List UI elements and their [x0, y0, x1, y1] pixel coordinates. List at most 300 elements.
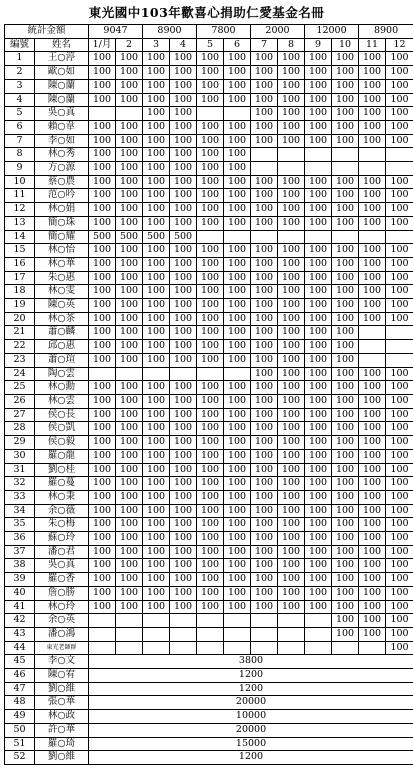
monthly-amount: 100: [116, 408, 143, 422]
monthly-amount: 100: [170, 353, 197, 367]
monthly-amount: [89, 641, 116, 655]
monthly-amount: 100: [170, 340, 197, 354]
monthly-amount: 100: [143, 518, 170, 532]
monthly-amount: 100: [278, 79, 305, 93]
donor-name: 羅○龍: [35, 449, 89, 463]
totals-value: 8900: [359, 25, 413, 39]
table-row: [5, 120, 413, 134]
table-row: [5, 353, 413, 367]
monthly-amount: 100: [251, 436, 278, 450]
monthly-amount: 100: [332, 175, 359, 189]
monthly-amount: 100: [359, 600, 386, 614]
row-number: 34: [5, 504, 35, 518]
monthly-amount: 100: [197, 312, 224, 326]
monthly-amount: 100: [116, 175, 143, 189]
monthly-amount: 100: [89, 408, 116, 422]
monthly-amount: 100: [332, 134, 359, 148]
monthly-amount: 100: [143, 532, 170, 546]
monthly-amount: 100: [386, 504, 413, 518]
row-number: 41: [5, 600, 35, 614]
monthly-amount: 100: [197, 532, 224, 546]
monthly-amount: 100: [278, 367, 305, 381]
donor-name: 林○勳: [35, 381, 89, 395]
monthly-amount: 100: [251, 381, 278, 395]
monthly-amount: 100: [89, 436, 116, 450]
donor-name: 邱○惠: [35, 340, 89, 354]
table-row: [5, 230, 413, 244]
monthly-amount: 100: [332, 367, 359, 381]
monthly-amount: 100: [251, 600, 278, 614]
monthly-amount: 100: [386, 257, 413, 271]
table-row: [5, 463, 413, 477]
monthly-amount: 100: [386, 134, 413, 148]
table-row: [5, 518, 413, 532]
monthly-amount: 100: [278, 257, 305, 271]
table-row: [5, 614, 413, 628]
donor-name: 范○吟: [35, 189, 89, 203]
monthly-amount: 100: [197, 490, 224, 504]
monthly-amount: 100: [332, 573, 359, 587]
column-header-month: 11: [359, 38, 386, 52]
monthly-amount: [332, 641, 359, 655]
column-header-name: 姓名: [35, 38, 89, 52]
monthly-amount: 100: [359, 175, 386, 189]
monthly-amount: 100: [143, 353, 170, 367]
monthly-amount: 100: [170, 490, 197, 504]
table-row: [5, 682, 413, 696]
monthly-amount: 100: [89, 504, 116, 518]
monthly-amount: 100: [359, 436, 386, 450]
monthly-amount: 100: [143, 299, 170, 313]
donor-name: 羅○蔓: [35, 477, 89, 491]
monthly-amount: 100: [224, 422, 251, 436]
monthly-amount: 100: [359, 477, 386, 491]
monthly-amount: 100: [359, 490, 386, 504]
monthly-amount: [386, 162, 413, 176]
row-number: 17: [5, 271, 35, 285]
monthly-amount: 100: [89, 518, 116, 532]
row-number: 8: [5, 148, 35, 162]
monthly-amount: 100: [359, 134, 386, 148]
monthly-amount: 100: [143, 504, 170, 518]
monthly-amount: 100: [197, 518, 224, 532]
monthly-amount: 100: [359, 216, 386, 230]
monthly-amount: 100: [278, 477, 305, 491]
monthly-amount: 100: [89, 477, 116, 491]
monthly-amount: 100: [197, 271, 224, 285]
monthly-amount: 100: [305, 559, 332, 573]
donor-name: 陳○宥: [35, 669, 89, 683]
row-number: 26: [5, 394, 35, 408]
monthly-amount: 100: [278, 203, 305, 217]
monthly-amount: 100: [278, 422, 305, 436]
monthly-amount: 100: [143, 271, 170, 285]
monthly-amount: 100: [251, 545, 278, 559]
table-row: [5, 175, 413, 189]
monthly-amount: 100: [89, 532, 116, 546]
table-row: [5, 710, 413, 724]
monthly-amount: 100: [386, 559, 413, 573]
monthly-amount: 100: [89, 244, 116, 258]
monthly-amount: 100: [89, 189, 116, 203]
monthly-amount: 100: [359, 285, 386, 299]
monthly-amount: 100: [386, 614, 413, 628]
monthly-amount: [116, 627, 143, 641]
monthly-amount: 100: [251, 504, 278, 518]
monthly-amount: [116, 614, 143, 628]
table-row: [5, 723, 413, 737]
monthly-amount: 100: [224, 463, 251, 477]
monthly-amount: [89, 614, 116, 628]
monthly-amount: 100: [359, 244, 386, 258]
monthly-amount: 100: [305, 107, 332, 121]
monthly-amount: 100: [143, 79, 170, 93]
monthly-amount: 100: [278, 285, 305, 299]
monthly-amount: 100: [170, 436, 197, 450]
monthly-amount: 100: [170, 79, 197, 93]
monthly-amount: 100: [224, 271, 251, 285]
monthly-amount: 100: [305, 134, 332, 148]
donor-name: 余○薇: [35, 504, 89, 518]
monthly-amount: 100: [116, 490, 143, 504]
row-number: 4: [5, 93, 35, 107]
monthly-amount: 100: [170, 216, 197, 230]
monthly-amount: 100: [251, 107, 278, 121]
monthly-amount: 100: [386, 545, 413, 559]
monthly-amount: [386, 230, 413, 244]
donor-name: 李○如: [35, 134, 89, 148]
monthly-amount: 100: [305, 52, 332, 66]
monthly-amount: 100: [359, 449, 386, 463]
monthly-amount: 100: [305, 244, 332, 258]
monthly-amount: [278, 148, 305, 162]
monthly-amount: 100: [170, 134, 197, 148]
monthly-amount: 100: [305, 422, 332, 436]
monthly-amount: 100: [251, 66, 278, 80]
monthly-amount: 100: [359, 203, 386, 217]
monthly-amount: 100: [305, 600, 332, 614]
row-number: 6: [5, 120, 35, 134]
monthly-amount: 100: [170, 504, 197, 518]
table-row: [5, 66, 413, 80]
monthly-amount: 100: [305, 299, 332, 313]
donor-name: 賴○韋: [35, 120, 89, 134]
monthly-amount: 100: [89, 559, 116, 573]
table-row: [5, 545, 413, 559]
monthly-amount: [251, 641, 278, 655]
monthly-amount: 100: [251, 134, 278, 148]
header-row: [5, 38, 413, 52]
monthly-amount: 100: [197, 353, 224, 367]
monthly-amount: 100: [305, 532, 332, 546]
table-row: [5, 627, 413, 641]
monthly-amount: 100: [116, 600, 143, 614]
table-row: [5, 203, 413, 217]
monthly-amount: [224, 230, 251, 244]
monthly-amount: 100: [116, 244, 143, 258]
monthly-amount: 100: [143, 559, 170, 573]
totals-value: 12000: [305, 25, 359, 39]
monthly-amount: 100: [332, 107, 359, 121]
monthly-amount: 100: [278, 66, 305, 80]
monthly-amount: 100: [224, 477, 251, 491]
monthly-amount: 100: [332, 408, 359, 422]
monthly-amount: 100: [197, 257, 224, 271]
monthly-amount: 100: [89, 463, 116, 477]
monthly-amount: 100: [278, 120, 305, 134]
monthly-amount: 100: [359, 408, 386, 422]
monthly-amount: 100: [386, 52, 413, 66]
donor-name: 潘○鴻: [35, 627, 89, 641]
lump-sum-amount: 1200: [89, 669, 413, 683]
monthly-amount: [224, 641, 251, 655]
monthly-amount: 100: [116, 271, 143, 285]
monthly-amount: 100: [89, 545, 116, 559]
monthly-amount: 100: [251, 340, 278, 354]
monthly-amount: 100: [305, 504, 332, 518]
monthly-amount: 100: [143, 477, 170, 491]
monthly-amount: 100: [305, 312, 332, 326]
monthly-amount: 100: [116, 559, 143, 573]
monthly-amount: 100: [143, 66, 170, 80]
monthly-amount: 100: [386, 449, 413, 463]
monthly-amount: 100: [278, 353, 305, 367]
monthly-amount: 100: [116, 449, 143, 463]
monthly-amount: 100: [332, 353, 359, 367]
monthly-amount: [251, 627, 278, 641]
donor-name: 陳○蘭: [35, 79, 89, 93]
monthly-amount: 100: [251, 216, 278, 230]
monthly-amount: 100: [386, 477, 413, 491]
monthly-amount: 100: [170, 257, 197, 271]
monthly-amount: 100: [89, 600, 116, 614]
monthly-amount: 100: [359, 93, 386, 107]
monthly-amount: [278, 627, 305, 641]
monthly-amount: 100: [332, 216, 359, 230]
monthly-amount: 100: [386, 244, 413, 258]
monthly-amount: 100: [143, 586, 170, 600]
monthly-amount: 100: [332, 477, 359, 491]
monthly-amount: 100: [305, 463, 332, 477]
monthly-amount: 100: [332, 614, 359, 628]
monthly-amount: [143, 641, 170, 655]
monthly-amount: 100: [332, 545, 359, 559]
row-number: 37: [5, 545, 35, 559]
donor-name: 余○英: [35, 614, 89, 628]
monthly-amount: 100: [170, 463, 197, 477]
monthly-amount: 100: [224, 504, 251, 518]
monthly-amount: 100: [116, 353, 143, 367]
monthly-amount: 100: [224, 299, 251, 313]
monthly-amount: 100: [305, 189, 332, 203]
monthly-amount: 100: [251, 79, 278, 93]
monthly-amount: 100: [251, 257, 278, 271]
monthly-amount: 100: [224, 312, 251, 326]
monthly-amount: 100: [224, 490, 251, 504]
row-number: 14: [5, 230, 35, 244]
table-row: [5, 477, 413, 491]
monthly-amount: 100: [359, 559, 386, 573]
row-number: 33: [5, 490, 35, 504]
table-row: [5, 600, 413, 614]
monthly-amount: 100: [116, 189, 143, 203]
donor-name: 侯○凱: [35, 422, 89, 436]
row-number: 24: [5, 367, 35, 381]
monthly-amount: 100: [332, 394, 359, 408]
monthly-amount: 100: [251, 271, 278, 285]
table-row: [5, 299, 413, 313]
monthly-amount: 100: [89, 216, 116, 230]
monthly-amount: 100: [224, 175, 251, 189]
monthly-amount: 100: [116, 203, 143, 217]
monthly-amount: 100: [170, 52, 197, 66]
monthly-amount: 100: [197, 285, 224, 299]
monthly-amount: 100: [278, 490, 305, 504]
lump-sum-amount: 15000: [89, 737, 413, 751]
monthly-amount: 100: [116, 340, 143, 354]
monthly-amount: 100: [170, 518, 197, 532]
monthly-amount: 100: [332, 326, 359, 340]
column-header-month: 8: [278, 38, 305, 52]
monthly-amount: 100: [359, 518, 386, 532]
monthly-amount: 100: [143, 490, 170, 504]
table-row: [5, 312, 413, 326]
table-row: [5, 244, 413, 258]
monthly-amount: [197, 230, 224, 244]
lump-sum-amount: 1200: [89, 751, 413, 765]
row-number: 49: [5, 710, 35, 724]
monthly-amount: 100: [170, 93, 197, 107]
monthly-amount: 100: [305, 477, 332, 491]
monthly-amount: 100: [224, 189, 251, 203]
monthly-amount: 100: [386, 66, 413, 80]
monthly-amount: 100: [386, 189, 413, 203]
monthly-amount: 100: [305, 573, 332, 587]
monthly-amount: 100: [332, 203, 359, 217]
monthly-amount: 100: [386, 79, 413, 93]
monthly-amount: 100: [278, 600, 305, 614]
table-row: [5, 696, 413, 710]
monthly-amount: 100: [332, 244, 359, 258]
monthly-amount: 100: [143, 422, 170, 436]
donor-name: 陳○蘭: [35, 93, 89, 107]
monthly-amount: 100: [386, 107, 413, 121]
monthly-amount: 100: [386, 641, 413, 655]
monthly-amount: 100: [359, 52, 386, 66]
table-row: [5, 408, 413, 422]
monthly-amount: 100: [251, 449, 278, 463]
donor-name: 王○渟: [35, 52, 89, 66]
monthly-amount: 100: [116, 381, 143, 395]
monthly-amount: [224, 367, 251, 381]
monthly-amount: 100: [278, 312, 305, 326]
monthly-amount: 100: [359, 545, 386, 559]
monthly-amount: [197, 627, 224, 641]
row-number: 23: [5, 353, 35, 367]
monthly-amount: 100: [359, 381, 386, 395]
monthly-amount: [170, 614, 197, 628]
monthly-amount: 100: [278, 134, 305, 148]
monthly-amount: 100: [224, 545, 251, 559]
monthly-amount: 100: [197, 189, 224, 203]
monthly-amount: 100: [332, 627, 359, 641]
monthly-amount: 100: [386, 408, 413, 422]
monthly-amount: 100: [386, 285, 413, 299]
row-number: 2: [5, 66, 35, 80]
monthly-amount: [251, 230, 278, 244]
donor-name: 林○怡: [35, 244, 89, 258]
monthly-amount: 100: [278, 408, 305, 422]
monthly-amount: 100: [251, 532, 278, 546]
monthly-amount: 100: [332, 257, 359, 271]
donor-name: 陳○英: [35, 299, 89, 313]
row-number: 18: [5, 285, 35, 299]
monthly-amount: 100: [305, 93, 332, 107]
monthly-amount: 100: [386, 627, 413, 641]
row-number: 12: [5, 203, 35, 217]
monthly-amount: 100: [143, 394, 170, 408]
monthly-amount: 100: [278, 573, 305, 587]
monthly-amount: 100: [170, 600, 197, 614]
monthly-amount: 100: [332, 189, 359, 203]
monthly-amount: 100: [143, 175, 170, 189]
monthly-amount: 100: [143, 436, 170, 450]
monthly-amount: 100: [359, 422, 386, 436]
monthly-amount: 100: [359, 257, 386, 271]
monthly-amount: [89, 627, 116, 641]
monthly-amount: 100: [170, 148, 197, 162]
monthly-amount: 100: [359, 271, 386, 285]
monthly-amount: 100: [251, 285, 278, 299]
monthly-amount: 100: [224, 216, 251, 230]
monthly-amount: [359, 326, 386, 340]
donor-name: 李○文: [35, 655, 89, 669]
monthly-amount: 100: [359, 586, 386, 600]
monthly-amount: 100: [386, 518, 413, 532]
donor-name: 吳○真: [35, 559, 89, 573]
monthly-amount: 100: [386, 436, 413, 450]
monthly-amount: 100: [386, 490, 413, 504]
monthly-amount: 100: [305, 79, 332, 93]
monthly-amount: 100: [332, 66, 359, 80]
monthly-amount: [359, 162, 386, 176]
monthly-amount: 100: [278, 340, 305, 354]
monthly-amount: 100: [224, 340, 251, 354]
table-row: [5, 148, 413, 162]
monthly-amount: 100: [305, 394, 332, 408]
monthly-amount: 100: [170, 299, 197, 313]
monthly-amount: 100: [224, 573, 251, 587]
monthly-amount: [143, 614, 170, 628]
document-page: [4, 2, 409, 765]
monthly-amount: 100: [224, 257, 251, 271]
monthly-amount: 100: [197, 449, 224, 463]
row-number: 21: [5, 326, 35, 340]
monthly-amount: 100: [89, 93, 116, 107]
row-number: 47: [5, 682, 35, 696]
monthly-amount: [305, 148, 332, 162]
donor-name: 張○華: [35, 696, 89, 710]
monthly-amount: 100: [278, 381, 305, 395]
row-number: 15: [5, 244, 35, 258]
monthly-amount: 100: [278, 545, 305, 559]
monthly-amount: [89, 107, 116, 121]
monthly-amount: 100: [143, 326, 170, 340]
totals-value: 8900: [143, 25, 197, 39]
row-number: 45: [5, 655, 35, 669]
donor-name: 劉○桂: [35, 463, 89, 477]
monthly-amount: 100: [224, 586, 251, 600]
